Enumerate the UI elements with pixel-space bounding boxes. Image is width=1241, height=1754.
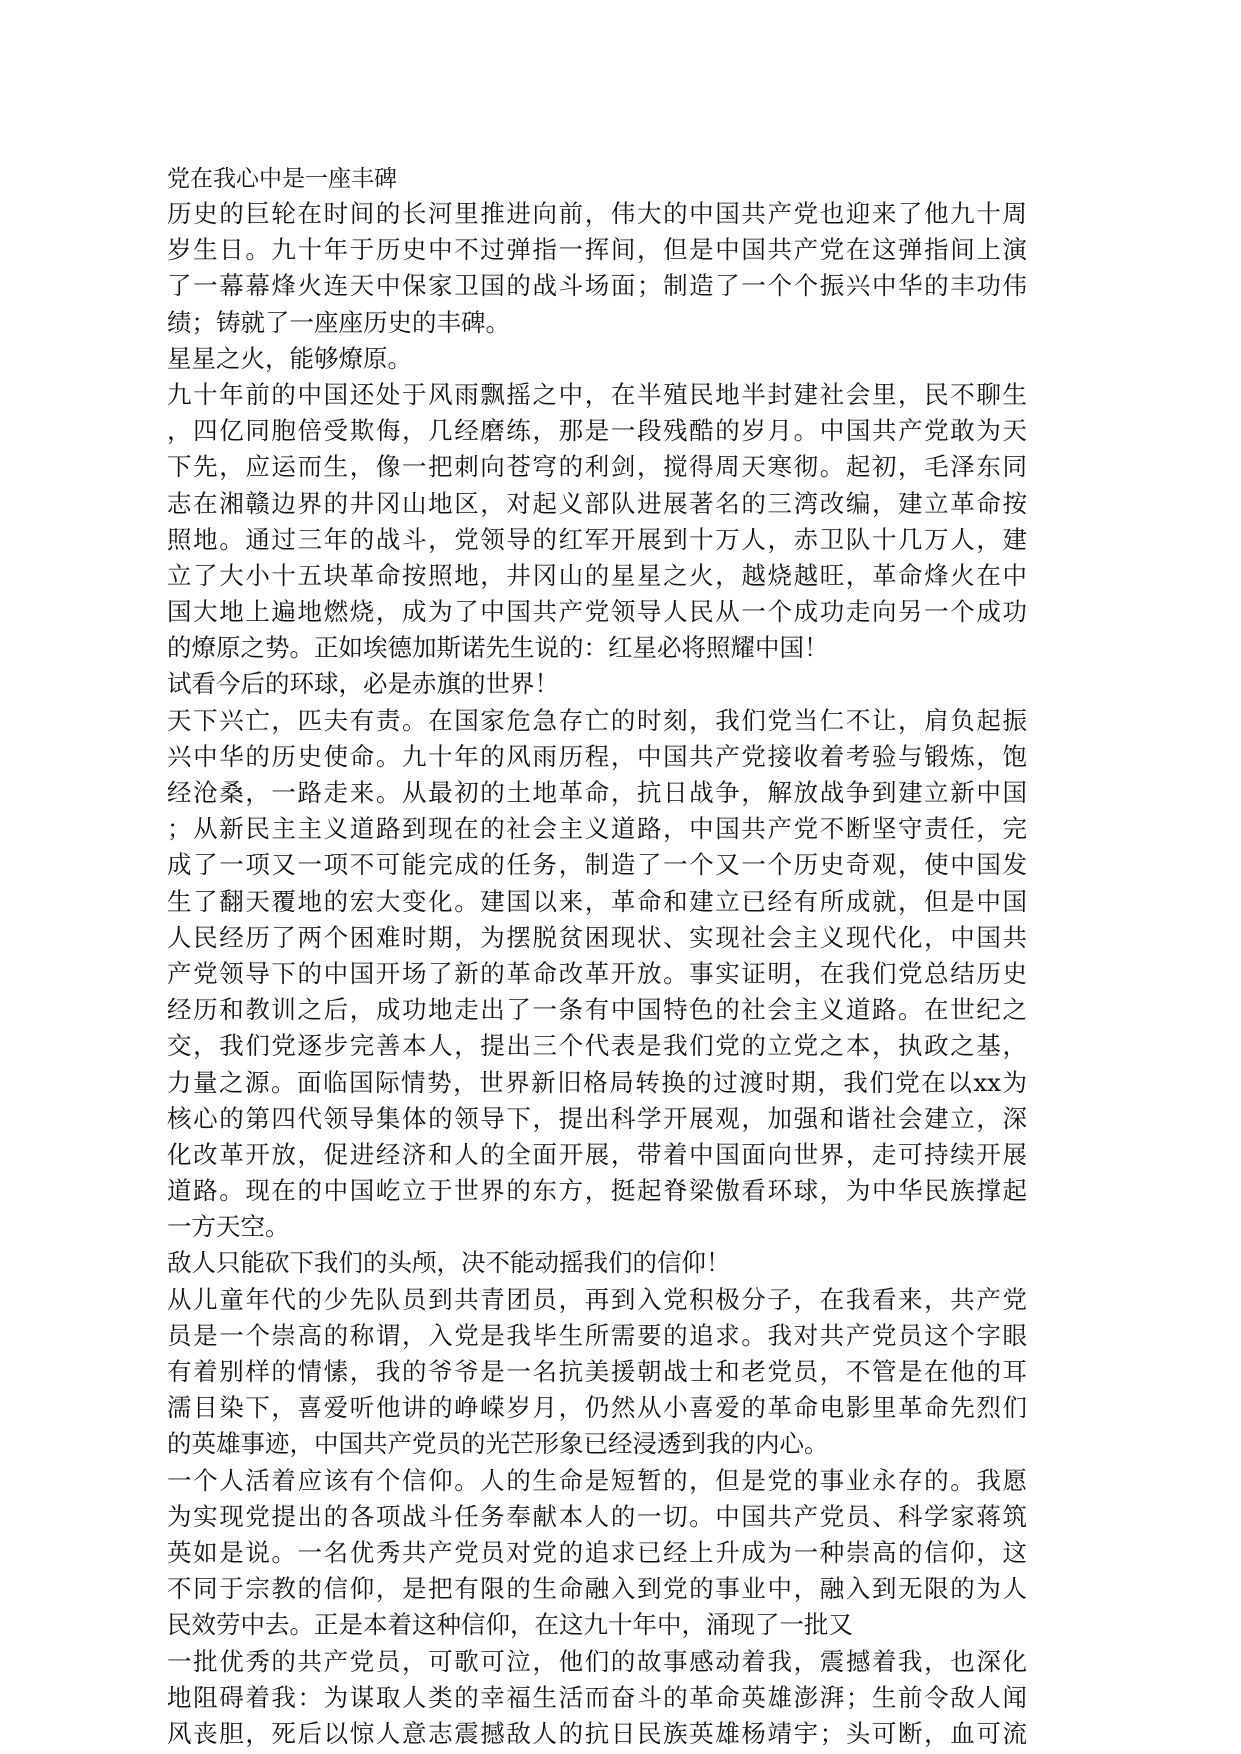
text-line: 立了大小十五块革命按照地，井冈山的星星之火，越烧越旺，革命烽火在中 — [167, 560, 1027, 590]
text-line: 九十年前的中国还处于风雨飘摇之中，在半殖民地半封建社会里，民不聊生 — [167, 379, 1027, 409]
text-line: 试看今后的环球，必是赤旗的世界！ — [167, 669, 559, 699]
text-line: 核心的第四代领导集体的领导下，提出科学开展观，加强和谐社会建立，深 — [167, 1103, 1027, 1133]
text-line: ，四亿同胞倍受欺侮，几经磨练，那是一段残酷的岁月。中国共产党敢为天 — [167, 416, 1027, 446]
text-line: 下先，应运而生，像一把刺向苍穹的利剑，搅得周天寒彻。起初，毛泽东同 — [167, 452, 1027, 482]
text-line: 英如是说。一名优秀共产党员对党的追求已经上升成为一种崇高的信仰，这 — [167, 1537, 1027, 1567]
text-line: 一批优秀的共产党员，可歌可泣，他们的故事感动着我，震撼着我，也深化 — [167, 1646, 1027, 1676]
text-line: 兴中华的历史使命。九十年的风雨历程，中国共产党接收着考验与锻炼，饱 — [167, 741, 1027, 771]
text-line: 照地。通过三年的战斗，党领导的红军开展到十万人，赤卫队十几万人，建 — [167, 524, 1027, 554]
text-line: 绩；铸就了一座座历史的丰碑。 — [167, 307, 510, 337]
text-line: 民效劳中去。正是本着这种信仰，在这九十年中，涌现了一批又 — [167, 1610, 853, 1640]
text-line: 天下兴亡，匹夫有责。在国家危急存亡的时刻，我们党当仁不让，肩负起振 — [167, 705, 1027, 735]
text-line: 星星之火，能够燎原。 — [167, 343, 412, 373]
text-line: 经沧桑，一路走来。从最初的土地革命，抗日战争，解放战争到建立新中国 — [167, 778, 1027, 807]
text-line: 产党领导下的中国开场了新的革命改革开放。事实证明，在我们党总结历史 — [167, 958, 1027, 988]
text-line: 敌人只能砍下我们的头颅，决不能动摇我们的信仰！ — [167, 1248, 731, 1278]
text-line: 交，我们党逐步完善本人，提出三个代表是我们党的立党之本，执政之基， — [167, 1031, 1027, 1061]
text-line: 岁生日。九十年于历史中不过弹指一挥间，但是中国共产党在这弹指间上演 — [167, 235, 1027, 265]
text-line: 从儿童年代的少先队员到共青团员，再到入党积极分子，在我看来，共产党 — [167, 1284, 1027, 1314]
text-line: ；从新民主主义道路到现在的社会主义道路，中国共产党不断坚守责任，完 — [167, 814, 1027, 844]
text-line: 有着别样的情愫，我的爷爷是一名抗美援朝战士和老党员，不管是在他的耳 — [167, 1357, 1027, 1386]
text-line: 力量之源。面临国际情势，世界新旧格局转换的过渡时期，我们党在以xx为 — [167, 1067, 1027, 1097]
text-line: 不同于宗教的信仰，是把有限的生命融入到党的事业中，融入到无限的为人 — [167, 1574, 1027, 1604]
text-line: 地阻碍着我：为谋取人类的幸福生活而奋斗的革命英雄澎湃；生前令敌人闻 — [167, 1682, 1027, 1712]
document-body — [167, 162, 1027, 1752]
text-line: 国大地上遍地燃烧，成为了中国共产党领导人民从一个成功走向另一个成功 — [167, 597, 1027, 627]
text-line: 经历和教训之后，成功地走出了一条有中国特色的社会主义道路。在世纪之 — [167, 995, 1027, 1025]
text-line: 化改革开放，促进经济和人的全面开展，带着中国面向世界，走可持续开展 — [167, 1139, 1027, 1169]
text-line: 濡目染下，喜爱听他讲的峥嵘岁月，仍然从小喜爱的革命电影里革命先烈们 — [167, 1393, 1027, 1423]
text-line: 历史的巨轮在时间的长河里推进向前，伟大的中国共产党也迎来了他九十周 — [167, 199, 1027, 228]
text-line: 人民经历了两个困难时期，为摆脱贫困现状、实现社会主义现代化，中国共 — [167, 922, 1027, 952]
text-line: 风丧胆，死后以惊人意志震撼敌人的抗日民族英雄杨靖宇；头可断，血可流 — [167, 1718, 1027, 1748]
text-line: 一方天空。 — [167, 1212, 290, 1242]
text-line: 道路。现在的中国屹立于世界的东方，挺起脊梁傲看环球，为中华民族撑起 — [167, 1176, 1027, 1206]
text-line: 为实现党提出的各项战斗任务奉献本人的一切。中国共产党员、科学家蒋筑 — [167, 1501, 1027, 1531]
text-line: 成了一项又一项不可能完成的任务，制造了一个又一个历史奇观，使中国发 — [167, 850, 1027, 880]
text-line: 了一幕幕烽火连天中保家卫国的战斗场面；制造了一个个振兴中华的丰功伟 — [167, 271, 1027, 301]
text-line: 的燎原之势。正如埃德加斯诺先生说的：红星必将照耀中国！ — [167, 633, 829, 663]
text-line: 一个人活着应该有个信仰。人的生命是短暂的，但是党的事业永存的。我愿 — [167, 1465, 1027, 1495]
text-line: 志在湘赣边界的井冈山地区，对起义部队进展著名的三湾改编，建立革命按 — [167, 488, 1027, 518]
text-line: 生了翻天覆地的宏大变化。建国以来，革命和建立已经有所成就，但是中国 — [167, 886, 1027, 916]
document-title: 党在我心中是一座丰碑 — [167, 166, 397, 192]
text-line: 员是一个崇高的称谓，入党是我毕生所需要的追求。我对共产党员这个字眼 — [167, 1320, 1027, 1350]
text-line: 的英雄事迹，中国共产党员的光芒形象已经浸透到我的内心。 — [167, 1429, 829, 1459]
